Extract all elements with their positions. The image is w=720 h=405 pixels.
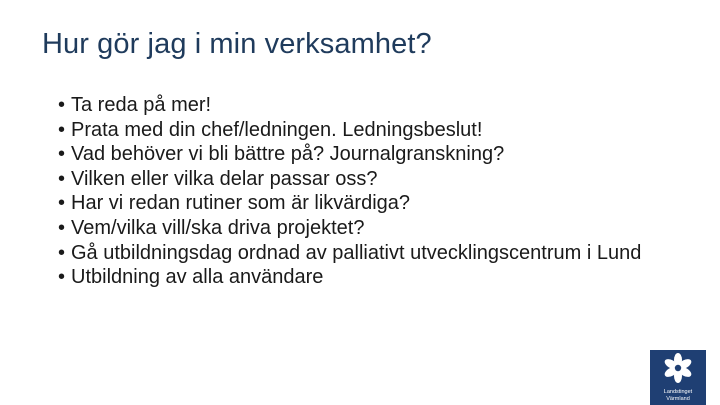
bullet-item: • Utbildning av alla användare: [58, 265, 678, 290]
bullet-item: • Ta reda på mer!: [58, 93, 678, 118]
bullet-item: • Prata med din chef/ledningen. Ledningsbeslut!: [58, 118, 678, 143]
slide-title: Hur gör jag i min verksamhet?: [42, 28, 432, 60]
bullet-item: • Gå utbildningsdag ordnad av palliativt utvecklingscentrum i Lund: [58, 241, 678, 266]
bullet-item: • Har vi redan rutiner som är likvärdiga?: [58, 191, 678, 216]
bullet-list: [58, 93, 678, 290]
logo-text-line: Landstinget: [663, 389, 693, 395]
flower-emblem-icon: [650, 350, 706, 405]
logo-text-line: Värmland: [666, 396, 690, 402]
organization-logo: [650, 350, 706, 405]
bullet-item: • Vem/vilka vill/ska driva projektet?: [58, 216, 678, 241]
bullet-item: • Vilken eller vilka delar passar oss?: [58, 167, 678, 192]
bullet-item: • Vad behöver vi bli bättre på? Journalgranskning?: [58, 142, 678, 167]
